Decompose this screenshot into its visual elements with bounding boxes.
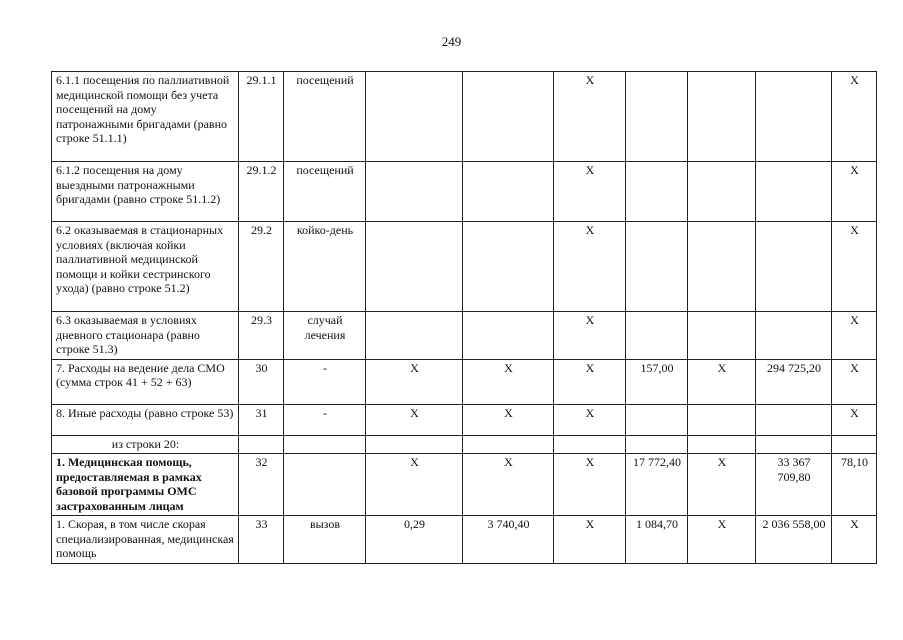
table-row — [52, 404, 877, 435]
value-cell: X — [554, 222, 626, 312]
value-cell: X — [832, 72, 877, 162]
value-cell — [366, 72, 463, 162]
value-cell — [463, 435, 554, 454]
value-cell: X — [463, 454, 554, 516]
value-cell — [554, 435, 626, 454]
value-cell: X — [832, 359, 877, 404]
page-number: 249 — [441, 34, 462, 49]
value-cell: X — [554, 312, 626, 360]
value-cell: X — [554, 359, 626, 404]
financing-table — [51, 71, 877, 564]
row-code-cell: 29.1.2 — [239, 162, 284, 222]
value-cell — [626, 222, 688, 312]
value-cell: X — [463, 359, 554, 404]
value-cell: X — [366, 359, 463, 404]
row-code-cell: 29.3 — [239, 312, 284, 360]
value-cell — [626, 312, 688, 360]
unit-cell: койко-день — [284, 222, 366, 312]
value-cell: 3 740,40 — [463, 516, 554, 564]
value-cell: X — [688, 516, 756, 564]
value-cell — [688, 435, 756, 454]
table-row — [52, 516, 877, 564]
unit-cell: посещений — [284, 72, 366, 162]
value-cell: 78,10 — [832, 454, 877, 516]
value-cell: X — [832, 312, 877, 360]
value-cell — [688, 222, 756, 312]
unit-cell — [284, 454, 366, 516]
row-name-cell: 6.1.1 посещения по паллиативной медицинской помощи без учета посещений на дому патронажными бригадами (равно строке 51.1.1) — [52, 72, 239, 162]
table-row — [52, 162, 877, 222]
unit-cell: - — [284, 404, 366, 435]
value-cell — [688, 404, 756, 435]
row-name-cell: 1. Медицинская помощь, предоставляемая в рамках базовой программы ОМС застрахованным лицам — [52, 454, 239, 516]
value-cell — [463, 162, 554, 222]
value-cell — [756, 404, 832, 435]
value-cell: 2 036 558,00 — [756, 516, 832, 564]
row-name-cell: 6.2 оказываемая в стационарных условиях (включая койки паллиативной медицинской помощи и койки сестринского ухода) (равно строке 51.2) — [52, 222, 239, 312]
row-code-cell: 30 — [239, 359, 284, 404]
value-cell: 294 725,20 — [756, 359, 832, 404]
value-cell — [626, 72, 688, 162]
value-cell — [756, 162, 832, 222]
unit-cell: - — [284, 359, 366, 404]
row-code-cell: 31 — [239, 404, 284, 435]
value-cell: X — [832, 222, 877, 312]
row-code-cell: 29.2 — [239, 222, 284, 312]
value-cell: X — [832, 162, 877, 222]
value-cell — [688, 312, 756, 360]
value-cell: X — [554, 454, 626, 516]
row-name-cell: 6.1.2 посещения на дому выездными патронажными бригадами (равно строке 51.1.2) — [52, 162, 239, 222]
table-row — [52, 359, 877, 404]
value-cell: X — [554, 72, 626, 162]
table-row — [52, 312, 877, 360]
value-cell: X — [554, 404, 626, 435]
row-name-cell: 6.3 оказываемая в условиях дневного стационара (равно строке 51.3) — [52, 312, 239, 360]
table-row — [52, 222, 877, 312]
row-code-cell — [239, 435, 284, 454]
table-row — [52, 72, 877, 162]
value-cell: 0,29 — [366, 516, 463, 564]
value-cell: X — [554, 516, 626, 564]
value-cell — [463, 312, 554, 360]
value-cell — [463, 222, 554, 312]
row-code-cell: 32 — [239, 454, 284, 516]
value-cell: X — [688, 359, 756, 404]
value-cell — [463, 72, 554, 162]
value-cell — [756, 312, 832, 360]
row-code-cell: 33 — [239, 516, 284, 564]
value-cell: 1 084,70 — [626, 516, 688, 564]
value-cell: X — [688, 454, 756, 516]
value-cell: 33 367 709,80 — [756, 454, 832, 516]
value-cell: 157,00 — [626, 359, 688, 404]
value-cell: X — [554, 162, 626, 222]
value-cell — [688, 162, 756, 222]
value-cell — [366, 435, 463, 454]
value-cell — [756, 222, 832, 312]
value-cell — [366, 312, 463, 360]
value-cell — [832, 435, 877, 454]
value-cell — [756, 435, 832, 454]
value-cell — [626, 435, 688, 454]
row-code-cell: 29.1.1 — [239, 72, 284, 162]
unit-cell: посещений — [284, 162, 366, 222]
unit-cell: вызов — [284, 516, 366, 564]
value-cell: 17 772,40 — [626, 454, 688, 516]
value-cell — [756, 72, 832, 162]
value-cell: X — [366, 454, 463, 516]
value-cell — [366, 162, 463, 222]
unit-cell: случай лечения — [284, 312, 366, 360]
row-name-cell: 7. Расходы на ведение дела СМО (сумма строк 41 + 52 + 63) — [52, 359, 239, 404]
value-cell: X — [366, 404, 463, 435]
row-name-cell: 1. Скорая, в том числе скорая специализированная, медицинская помощь — [52, 516, 239, 564]
unit-cell — [284, 435, 366, 454]
value-cell — [626, 162, 688, 222]
value-cell: X — [832, 404, 877, 435]
table-row — [52, 454, 877, 516]
value-cell — [626, 404, 688, 435]
value-cell: X — [832, 516, 877, 564]
section-header-cell: из строки 20: — [52, 435, 239, 454]
table-row — [52, 435, 877, 454]
value-cell — [688, 72, 756, 162]
value-cell: X — [463, 404, 554, 435]
value-cell — [366, 222, 463, 312]
row-name-cell: 8. Иные расходы (равно строке 53) — [52, 404, 239, 435]
